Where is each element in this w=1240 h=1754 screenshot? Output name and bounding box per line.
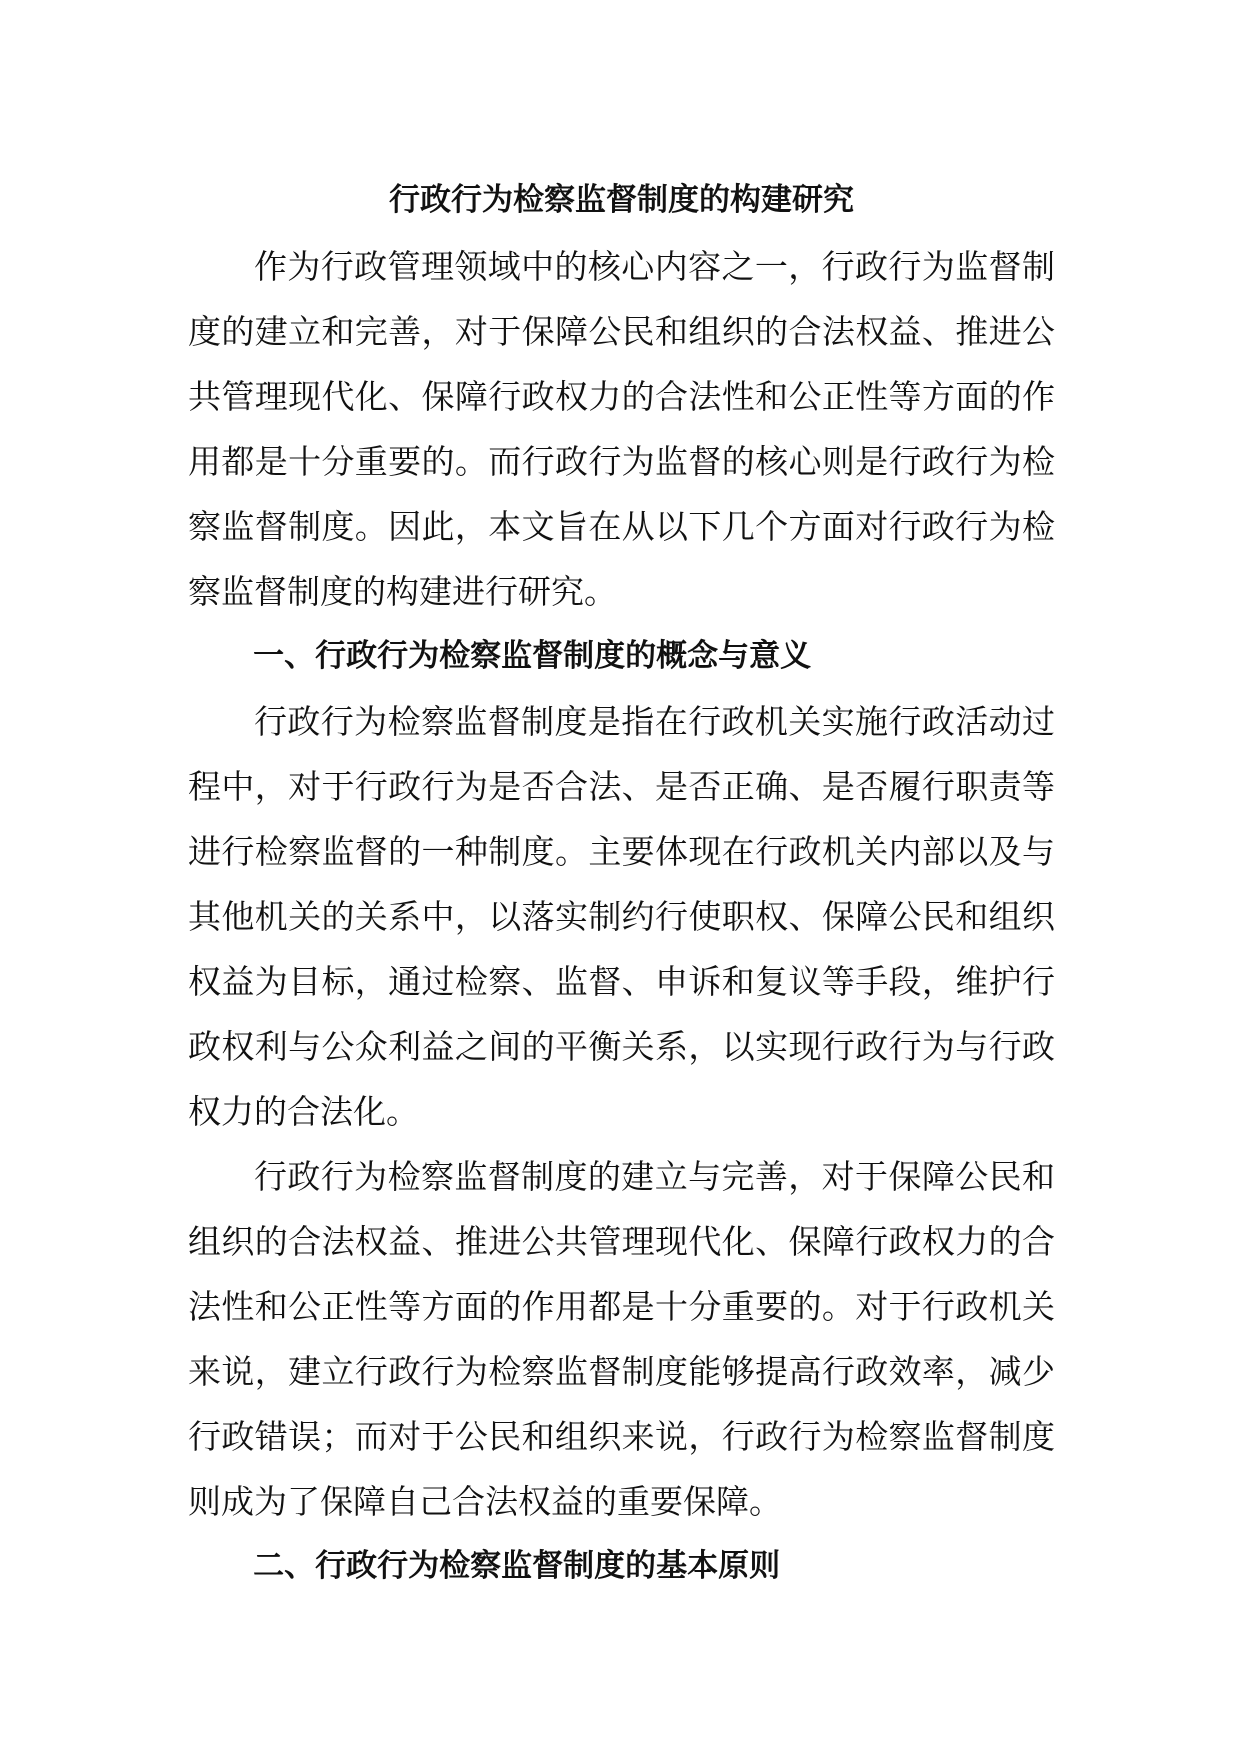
- document-body: [188, 176, 1055, 1599]
- document-title: 行政行为检察监督制度的构建研究: [389, 182, 854, 218]
- section-1-paragraph-1: 行政行为检察监督制度是指在行政机关实施行政活动过程中，对于行政行为是否合法、是否正确、是否履行职责等进行检察监督的一种制度。主要体现在行政机关内部以及与其他机关的关系中，以落实制约行使职权、保障公民和组织权益为目标，通过检察、监督、申诉和复议等手段，维护行政权利与公众利益之间的平衡关系，以实现行政行为与行政权力的合法化。: [188, 702, 1055, 1131]
- section-heading-2: 二、行政行为检察监督制度的基本原则: [253, 1548, 781, 1584]
- section-heading-1: 一、行政行为检察监督制度的概念与意义: [253, 638, 812, 674]
- section-1-paragraph-2: 行政行为检察监督制度的建立与完善，对于保障公民和组织的合法权益、推进公共管理现代化、保障行政权力的合法性和公正性等方面的作用都是十分重要的。对于行政机关来说，建立行政行为检察监督制度能够提高行政效率，减少行政错误；而对于公民和组织来说，行政行为检察监督制度则成为了保障自己合法权益的重要保障。: [188, 1157, 1055, 1521]
- intro-paragraph: 作为行政管理领域中的核心内容之一，行政行为监督制度的建立和完善，对于保障公民和组织的合法权益、推进公共管理现代化、保障行政权力的合法性和公正性等方面的作用都是十分重要的。而行政行为监督的核心则是行政行为检察监督制度。因此，本文旨在从以下几个方面对行政行为检察监督制度的构建进行研究。: [188, 247, 1055, 611]
